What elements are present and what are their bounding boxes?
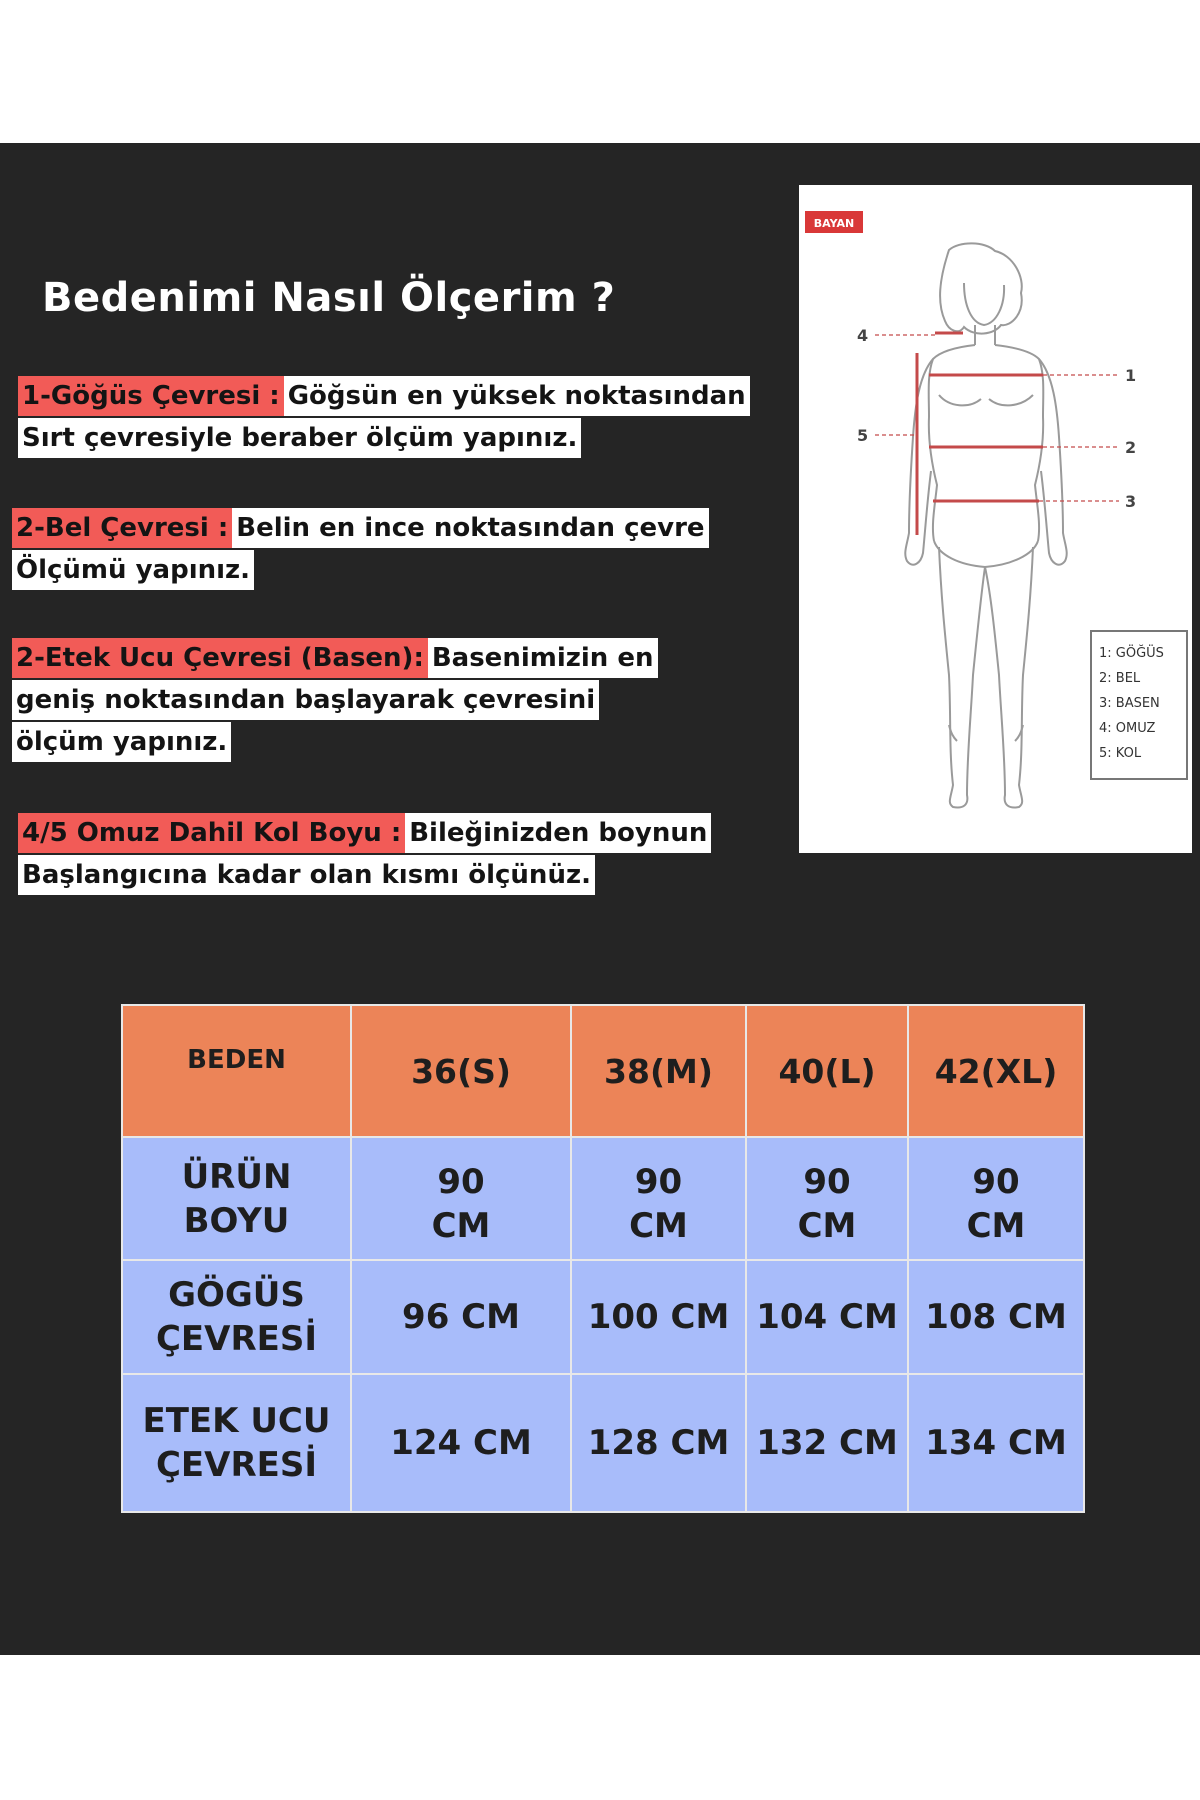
table-cell: 100 CM bbox=[571, 1260, 746, 1374]
instruction-key: 1-Göğüs Çevresi : bbox=[18, 376, 284, 416]
legend-item-4: 4: OMUZ bbox=[1099, 721, 1156, 736]
table-cell: 108 CM bbox=[908, 1260, 1084, 1374]
table-cell bbox=[571, 1137, 746, 1260]
instruction-hip bbox=[12, 638, 658, 764]
body-outline-drawing bbox=[799, 185, 1192, 853]
marker-2: 2 bbox=[1125, 438, 1137, 457]
instruction-text: Basenimizin en bbox=[428, 638, 658, 678]
row-label-line: ÇEVRESİ bbox=[155, 1319, 318, 1359]
marker-5: 5 bbox=[857, 426, 869, 445]
cell-value: 90 bbox=[437, 1161, 485, 1202]
cell-value: 90 bbox=[972, 1161, 1020, 1202]
instruction-key: 4/5 Omuz Dahil Kol Boyu : bbox=[18, 813, 405, 853]
size-table bbox=[121, 1004, 1085, 1513]
row-label bbox=[122, 1374, 351, 1512]
instruction-text: Başlangıcına kadar olan kısmı ölçünüz. bbox=[18, 855, 595, 895]
header-size: 40(L) bbox=[746, 1005, 908, 1137]
instruction-waist bbox=[12, 508, 709, 592]
instruction-text: Göğsün en yüksek noktasından bbox=[284, 376, 750, 416]
instruction-chest bbox=[18, 376, 750, 460]
body-outline bbox=[905, 243, 1066, 807]
row-label bbox=[122, 1137, 351, 1260]
table-cell: 132 CM bbox=[746, 1374, 908, 1512]
legend bbox=[1099, 644, 1164, 761]
row-label-line: ÇEVRESİ bbox=[155, 1445, 318, 1485]
measure-markers bbox=[857, 326, 1136, 511]
instruction-key: 2-Etek Ucu Çevresi (Basen): bbox=[12, 638, 428, 678]
legend-item-3: 3: BASEN bbox=[1099, 696, 1160, 711]
row-label-line: ETEK UCU bbox=[142, 1401, 331, 1441]
instruction-text: ölçüm yapınız. bbox=[12, 722, 231, 762]
marker-4: 4 bbox=[857, 326, 869, 345]
instruction-key: 2-Bel Çevresi : bbox=[12, 508, 232, 548]
row-label bbox=[122, 1260, 351, 1374]
table-cell bbox=[908, 1137, 1084, 1260]
table-cell bbox=[746, 1137, 908, 1260]
table-cell: 128 CM bbox=[571, 1374, 746, 1512]
instruction-text: Sırt çevresiyle beraber ölçüm yapınız. bbox=[18, 418, 581, 458]
marker-3: 3 bbox=[1125, 492, 1137, 511]
table-cell: 96 CM bbox=[351, 1260, 571, 1374]
table-cell: 124 CM bbox=[351, 1374, 571, 1512]
legend-item-5: 5: KOL bbox=[1099, 746, 1142, 761]
instruction-arm bbox=[18, 813, 711, 897]
marker-1: 1 bbox=[1125, 366, 1137, 385]
cell-unit: CM bbox=[629, 1205, 688, 1246]
instruction-text: geniş noktasından başlayarak çevresini bbox=[12, 680, 599, 720]
instruction-text: Ölçümü yapınız. bbox=[12, 550, 254, 590]
table-cell: 104 CM bbox=[746, 1260, 908, 1374]
measure-lines bbox=[917, 333, 1043, 535]
header-size: 38(M) bbox=[571, 1005, 746, 1137]
row-label-line: GÖGÜS bbox=[168, 1275, 305, 1315]
instruction-text: Belin en ince noktasından çevre bbox=[232, 508, 708, 548]
cell-unit: CM bbox=[966, 1205, 1026, 1246]
table-row bbox=[122, 1374, 1084, 1512]
badge-label: BAYAN bbox=[813, 217, 855, 230]
header-beden: BEDEN bbox=[122, 1005, 351, 1137]
row-label-line: BOYU bbox=[183, 1200, 290, 1241]
cell-unit: CM bbox=[797, 1205, 857, 1246]
legend-item-2: 2: BEL bbox=[1099, 671, 1141, 686]
table-row bbox=[122, 1260, 1084, 1374]
table-cell: 134 CM bbox=[908, 1374, 1084, 1512]
page-title: Bedenimi Nasıl Ölçerim ? bbox=[42, 275, 616, 321]
cell-unit: CM bbox=[431, 1205, 491, 1246]
cell-value: 90 bbox=[634, 1161, 683, 1202]
table-row bbox=[122, 1137, 1084, 1260]
instruction-text: Bileğinizden boynun bbox=[405, 813, 711, 853]
body-measurement-figure bbox=[799, 185, 1192, 853]
cell-value: 90 bbox=[803, 1161, 851, 1202]
header-size: 42(XL) bbox=[908, 1005, 1084, 1137]
header-size: 36(S) bbox=[351, 1005, 571, 1137]
row-label-line: ÜRÜN bbox=[181, 1156, 292, 1197]
legend-item-1: 1: GÖĞÜS bbox=[1099, 646, 1164, 661]
table-header-row bbox=[122, 1005, 1084, 1137]
table-cell bbox=[351, 1137, 571, 1260]
